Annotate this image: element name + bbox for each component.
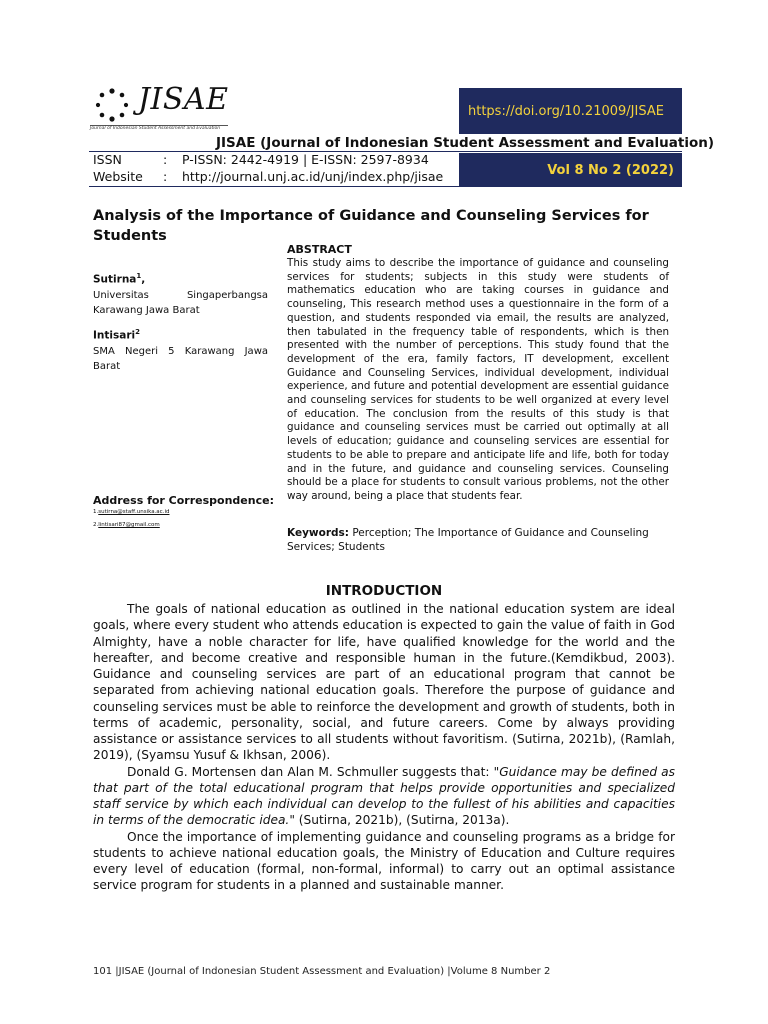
article-title: Analysis of the Importance of Guidance and Counseling Services for Students xyxy=(93,208,649,244)
website-sep: : xyxy=(163,169,168,184)
logo-text: JISAE xyxy=(138,82,229,117)
journal-title: JISAE (Journal of Indonesian Student Assessment and Evaluation) xyxy=(216,135,714,151)
introduction-body xyxy=(93,601,675,894)
issn-label: ISSN xyxy=(93,152,122,167)
website-label: Website xyxy=(93,169,143,184)
doi-link[interactable]: https://doi.org/10.21009/JISAE xyxy=(459,88,682,134)
issn-sep: : xyxy=(163,152,168,167)
paragraph-1: The goals of national education as outlined in the national education system are ideal goals, where every student who attends education is expected to gain the value of faith in God Almighty, have a noble character for life, have qualified knowledge for the world and the hereafter, and become creative and responsible human in the future.(Kemdikbud, 2003). Guidance and counseling services are part of an educational program that cannot be separated from achieving national education goals. Therefore the purpose of guidance and counseling services must be able to reinforce the development and growth of students, both in terms of academic, personality, social, and future careers. Come by always providing assistance or assistance services to all students without favoritism. (Sutirna, 2021b), (Ramlah, 2019), (Syamsu Yusuf & Ikhsan, 2006). xyxy=(93,602,675,763)
keywords-text: Perception; The Importance of Guidance and Counseling Services; Students xyxy=(287,527,649,553)
email-2[interactable]: 2.lintisari87@gmail.com xyxy=(93,522,160,528)
author-2 xyxy=(93,328,268,374)
author-1 xyxy=(93,272,268,318)
logo-dots-icon xyxy=(92,88,132,124)
volume-badge: Vol 8 No 2 (2022) xyxy=(459,153,682,187)
journal-logo xyxy=(90,84,250,134)
abstract-text: This study aims to describe the importance of guidance and counseling services for students; subjects in this study were students of mathematics education who are taking courses in guidance and counseling, This research method uses a questionnaire in the form of a question, and students responded via email, the results are analyzed, then tabulated in the frequency table of respondents, which is then presented with the number of perceptions. This study found that the development of the era, family factors, IT development, excellent Guidance and Counseling Services, individual development, individual experience, and future and potential development are essential guidance and counseling services for students to be well organized at every level of education. The conclusion from the results of this study is that guidance and counseling services must be carried out optimally at all levels of education; guidance and counseling services are essential for students to be able to prepare and anticipate life and life, both for today and in the future, and guidance and counseling services. Counseling should be a place for students to consult various problems, not the other way around, being a place that students fear. xyxy=(287,257,669,502)
issn-value: P-ISSN: 2442-4919 | E-ISSN: 2597-8934 xyxy=(182,152,429,167)
keywords xyxy=(287,526,669,554)
issn-row xyxy=(93,152,429,167)
website-value[interactable]: http://journal.unj.ac.id/unj/index.php/jisae xyxy=(182,169,444,184)
paragraph-3: Once the importance of implementing guidance and counseling programs as a bridge for students to achieve national education goals, the Ministry of Education and Culture requires every level of education (formal, non-formal, informal) to carry out an optimal assistance service program for students in a planned and sustainable manner. xyxy=(93,829,675,893)
email-1[interactable]: 1.sutirna@staff.unsika.ac.id xyxy=(93,509,170,515)
paragraph-2: Donald G. Mortensen dan Alan M. Schmuller suggests that: "Guidance may be defined as that part of the total educational program that helps provide opportunities and specialized staff service by which each individual can develop to the fullest of his abilities and capacities in terms of the democratic idea." (Sutirna, 2021b), (Sutirna, 2013a). xyxy=(93,764,676,828)
website-row xyxy=(93,169,444,184)
header-rule-bottom xyxy=(89,186,682,187)
author-name: Sutirna$^1$, xyxy=(93,272,146,286)
page-footer: 101 |JISAE (Journal of Indonesian Student Assessment and Evaluation) |Volume 8 Number 2 xyxy=(93,966,551,977)
abstract-title: ABSTRACT xyxy=(287,243,352,256)
correspondence-title: Address for Correspondence: xyxy=(93,494,274,507)
section-title-introduction: INTRODUCTION xyxy=(325,583,443,599)
logo-subtitle: Journal of Indonesian Student Assessment and Evaluation xyxy=(90,126,221,131)
author-affiliation: SMA Negeri 5 Karawang Jawa Barat xyxy=(93,345,268,372)
keywords-label: Keywords: xyxy=(287,527,349,539)
author-name: Intisari$^2$ xyxy=(93,328,140,342)
author-affiliation: Universitas Singaperbangsa Karawang Jawa Barat xyxy=(93,289,268,316)
